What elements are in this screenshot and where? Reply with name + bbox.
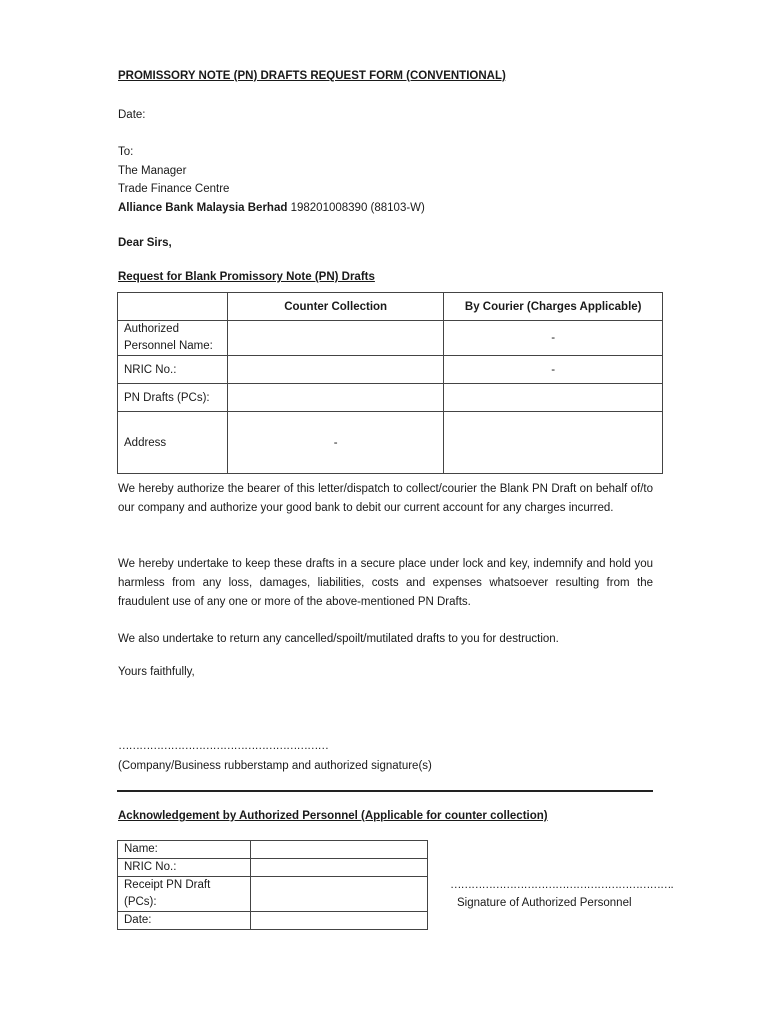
- bank-registration: 198201008390 (88103-W): [290, 202, 425, 214]
- table-row: [118, 356, 663, 384]
- ack-signature-line[interactable]: ……………………………………………………….: [450, 879, 673, 891]
- to-label: To:: [118, 146, 134, 158]
- row-label-line: Personnel Name:: [124, 340, 213, 352]
- authorization-paragraph: We hereby authorize the bearer of this letter/dispatch to collect/courier the Blank PN Draft on behalf of/to our company and authorize your good bank to debit our current account for any charges incurred.: [118, 483, 653, 514]
- request-table: [117, 292, 663, 474]
- courier-personnel-name-cell: -: [444, 321, 663, 356]
- section-divider: [117, 790, 653, 792]
- row-label-pn-drafts: PN Drafts (PCs):: [118, 384, 228, 412]
- closing: Yours faithfully,: [118, 666, 195, 678]
- recipient-department: Trade Finance Centre: [118, 183, 230, 195]
- counter-pn-drafts-cell[interactable]: [227, 384, 444, 412]
- return-drafts-paragraph: We also undertake to return any cancelled/spoilt/mutilated drafts to you for destruction.: [118, 633, 559, 645]
- table-row: [118, 412, 663, 474]
- header-counter-collection: Counter Collection: [227, 293, 444, 321]
- courier-address-cell[interactable]: [444, 412, 663, 474]
- ack-label-nric: NRIC No.:: [118, 859, 251, 877]
- courier-nric-cell: -: [444, 356, 663, 384]
- ack-label-receipt: Receipt PN Draft (PCs):: [118, 877, 251, 912]
- request-table-header-row: [118, 293, 663, 321]
- table-row: [118, 841, 428, 859]
- table-row: [118, 321, 663, 356]
- ack-nric-field[interactable]: [250, 859, 427, 877]
- bank-name: Alliance Bank Malaysia Berhad: [118, 202, 288, 214]
- acknowledgement-table: [117, 840, 428, 930]
- ack-label-date: Date:: [118, 912, 251, 930]
- ack-receipt-field[interactable]: [250, 877, 427, 912]
- table-row: [118, 384, 663, 412]
- form-title: PROMISSORY NOTE (PN) DRAFTS REQUEST FORM (CONVENTIONAL): [118, 70, 506, 82]
- table-row: [118, 877, 428, 912]
- ack-signature-caption: Signature of Authorized Personnel: [457, 897, 632, 909]
- table-row: [118, 912, 428, 930]
- recipient-title: The Manager: [118, 165, 187, 177]
- row-label-authorized-personnel: [118, 321, 228, 356]
- date-label: Date:: [118, 109, 146, 121]
- ack-label-name: Name:: [118, 841, 251, 859]
- row-label-line: Authorized: [124, 323, 179, 335]
- header-blank: [118, 293, 228, 321]
- row-label-nric: NRIC No.:: [118, 356, 228, 384]
- signature-line[interactable]: ……………………………………………………: [118, 740, 328, 752]
- acknowledgement-heading: Acknowledgement by Authorized Personnel (Applicable for counter collection): [118, 810, 548, 822]
- bank-line: [118, 202, 425, 214]
- signature-caption: (Company/Business rubberstamp and authorized signature(s): [118, 760, 432, 772]
- row-label-address: Address: [118, 412, 228, 474]
- courier-pn-drafts-cell[interactable]: [444, 384, 663, 412]
- counter-address-cell: -: [227, 412, 444, 474]
- counter-personnel-name-cell[interactable]: [227, 321, 444, 356]
- ack-date-field[interactable]: [250, 912, 427, 930]
- undertaking-paragraph: We hereby undertake to keep these drafts in a secure place under lock and key, indemnify and hold you harmless from any loss, damages, liabilities, costs and expenses whatsoever resulting from the fraudulent use of any one or more of the above-mentioned PN Drafts.: [118, 558, 653, 608]
- header-by-courier: By Courier (Charges Applicable): [444, 293, 663, 321]
- ack-name-field[interactable]: [250, 841, 427, 859]
- salutation: Dear Sirs,: [118, 237, 172, 249]
- request-heading: Request for Blank Promissory Note (PN) Drafts: [118, 271, 375, 283]
- table-row: [118, 859, 428, 877]
- counter-nric-cell[interactable]: [227, 356, 444, 384]
